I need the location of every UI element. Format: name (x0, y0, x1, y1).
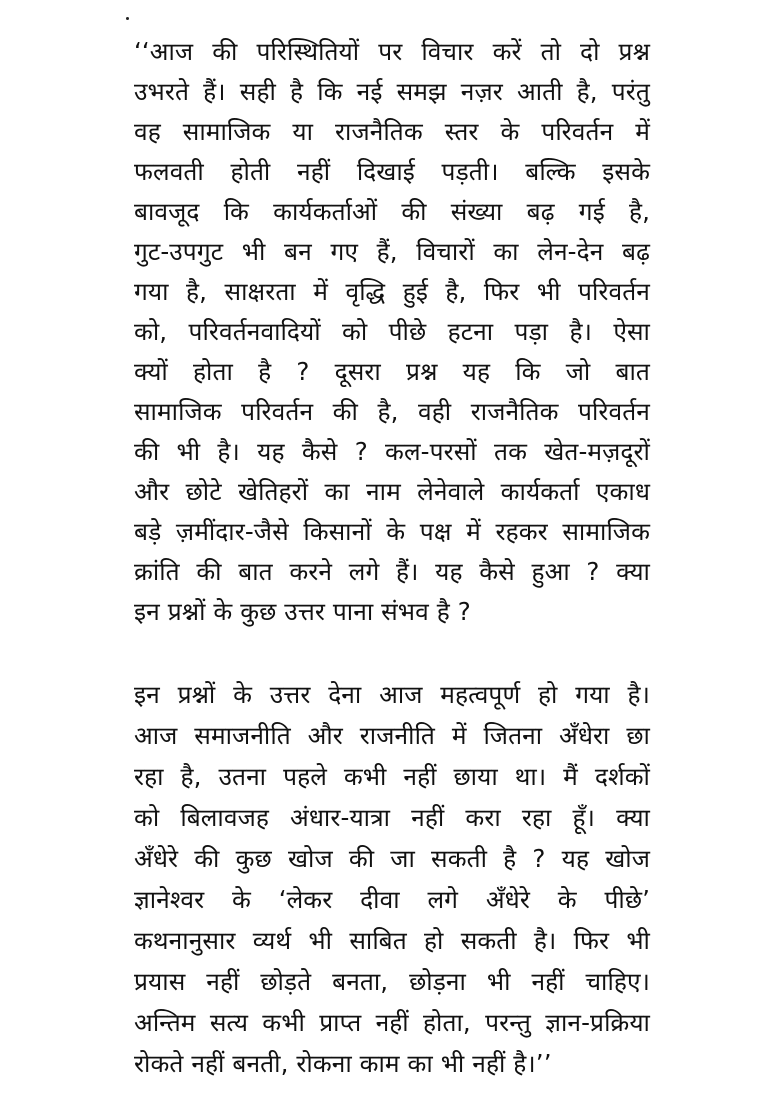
text-line: प्रयास नहीं छोड़ते बनता, छोड़ना भी नहीं चाहिए। (134, 967, 650, 996)
text-line: को बिलावजह अंधार-यात्रा नहीं करा रहा हूँ। क्या (134, 803, 650, 832)
text-line: ‘‘आज की परिस्थितियों पर विचार करें तो दो प्रश्न (134, 37, 650, 66)
text-line: गया है, साक्षरता में वृद्धि हुई है, फिर भी परिवर्तन (134, 277, 650, 306)
text-line: इन प्रश्नों के कुछ उत्तर पाना संभव है ? (134, 597, 471, 626)
text-line: कथनानुसार व्यर्थ भी साबित हो सकती है। फिर भी (134, 926, 650, 955)
text-line: को, परिवर्तनवादियों को पीछे हटना पड़ा है। ऐसा (134, 317, 650, 346)
text-line: गुट-उपगुट भी बन गए हैं, विचारों का लेन-देन बढ़ (134, 237, 650, 266)
text-line: क्रांति की बात करने लगे हैं। यह कैसे हुआ ? क्या (134, 557, 650, 586)
text-line: सामाजिक परिवर्तन की है, वही राजनैतिक परिवर्तन (134, 397, 650, 426)
text-line: बावजूद कि कार्यकर्ताओं की संख्या बढ़ गई है, (134, 197, 650, 226)
text-line: रहा है, उतना पहले कभी नहीं छाया था। मैं दर्शकों (134, 762, 650, 791)
text-line: और छोटे खेतिहरों का नाम लेनेवाले कार्यकर्ता एकाध (134, 477, 650, 506)
text-line: बड़े ज़मींदार-जैसे किसानों के पक्ष में रहकर सामाजिक (134, 517, 650, 546)
text-line: रोकते नहीं बनती, रोकना काम का भी नहीं है।’’ (134, 1049, 552, 1078)
text-line: वह सामाजिक या राजनैतिक स्तर के परिवर्तन में (134, 117, 650, 146)
text-line: आज समाजनीति और राजनीति में जितना अँधेरा छा (134, 721, 650, 750)
text-line: उभरते हैं। सही है कि नई समझ नज़र आती है, परंतु (134, 77, 650, 106)
text-line: अँधेरे की कुछ खोज की जा सकती है ? यह खोज (134, 844, 650, 873)
quote-paragraph-2 (134, 674, 650, 1084)
text-line: अन्तिम सत्य कभी प्राप्त नहीं होता, परन्तु ज्ञान-प्रक्रिया (134, 1008, 650, 1037)
text-line: क्यों होता है ? दूसरा प्रश्न यह कि जो बात (134, 357, 650, 386)
text-line: फलवती होती नहीं दिखाई पड़ती। बल्कि इसके (134, 157, 650, 186)
quote-paragraph-1 (134, 32, 650, 632)
text-line: इन प्रश्नों के उत्तर देना आज महत्वपूर्ण हो गया है। (134, 680, 650, 709)
text-line: की भी है। यह कैसे ? कल-परसों तक खेत-मज़दूरों (134, 437, 650, 466)
text-line: ज्ञानेश्वर के ‘लेकर दीवा लगे अँधेरे के पीछे’ (134, 885, 650, 914)
scan-speck (126, 17, 129, 20)
